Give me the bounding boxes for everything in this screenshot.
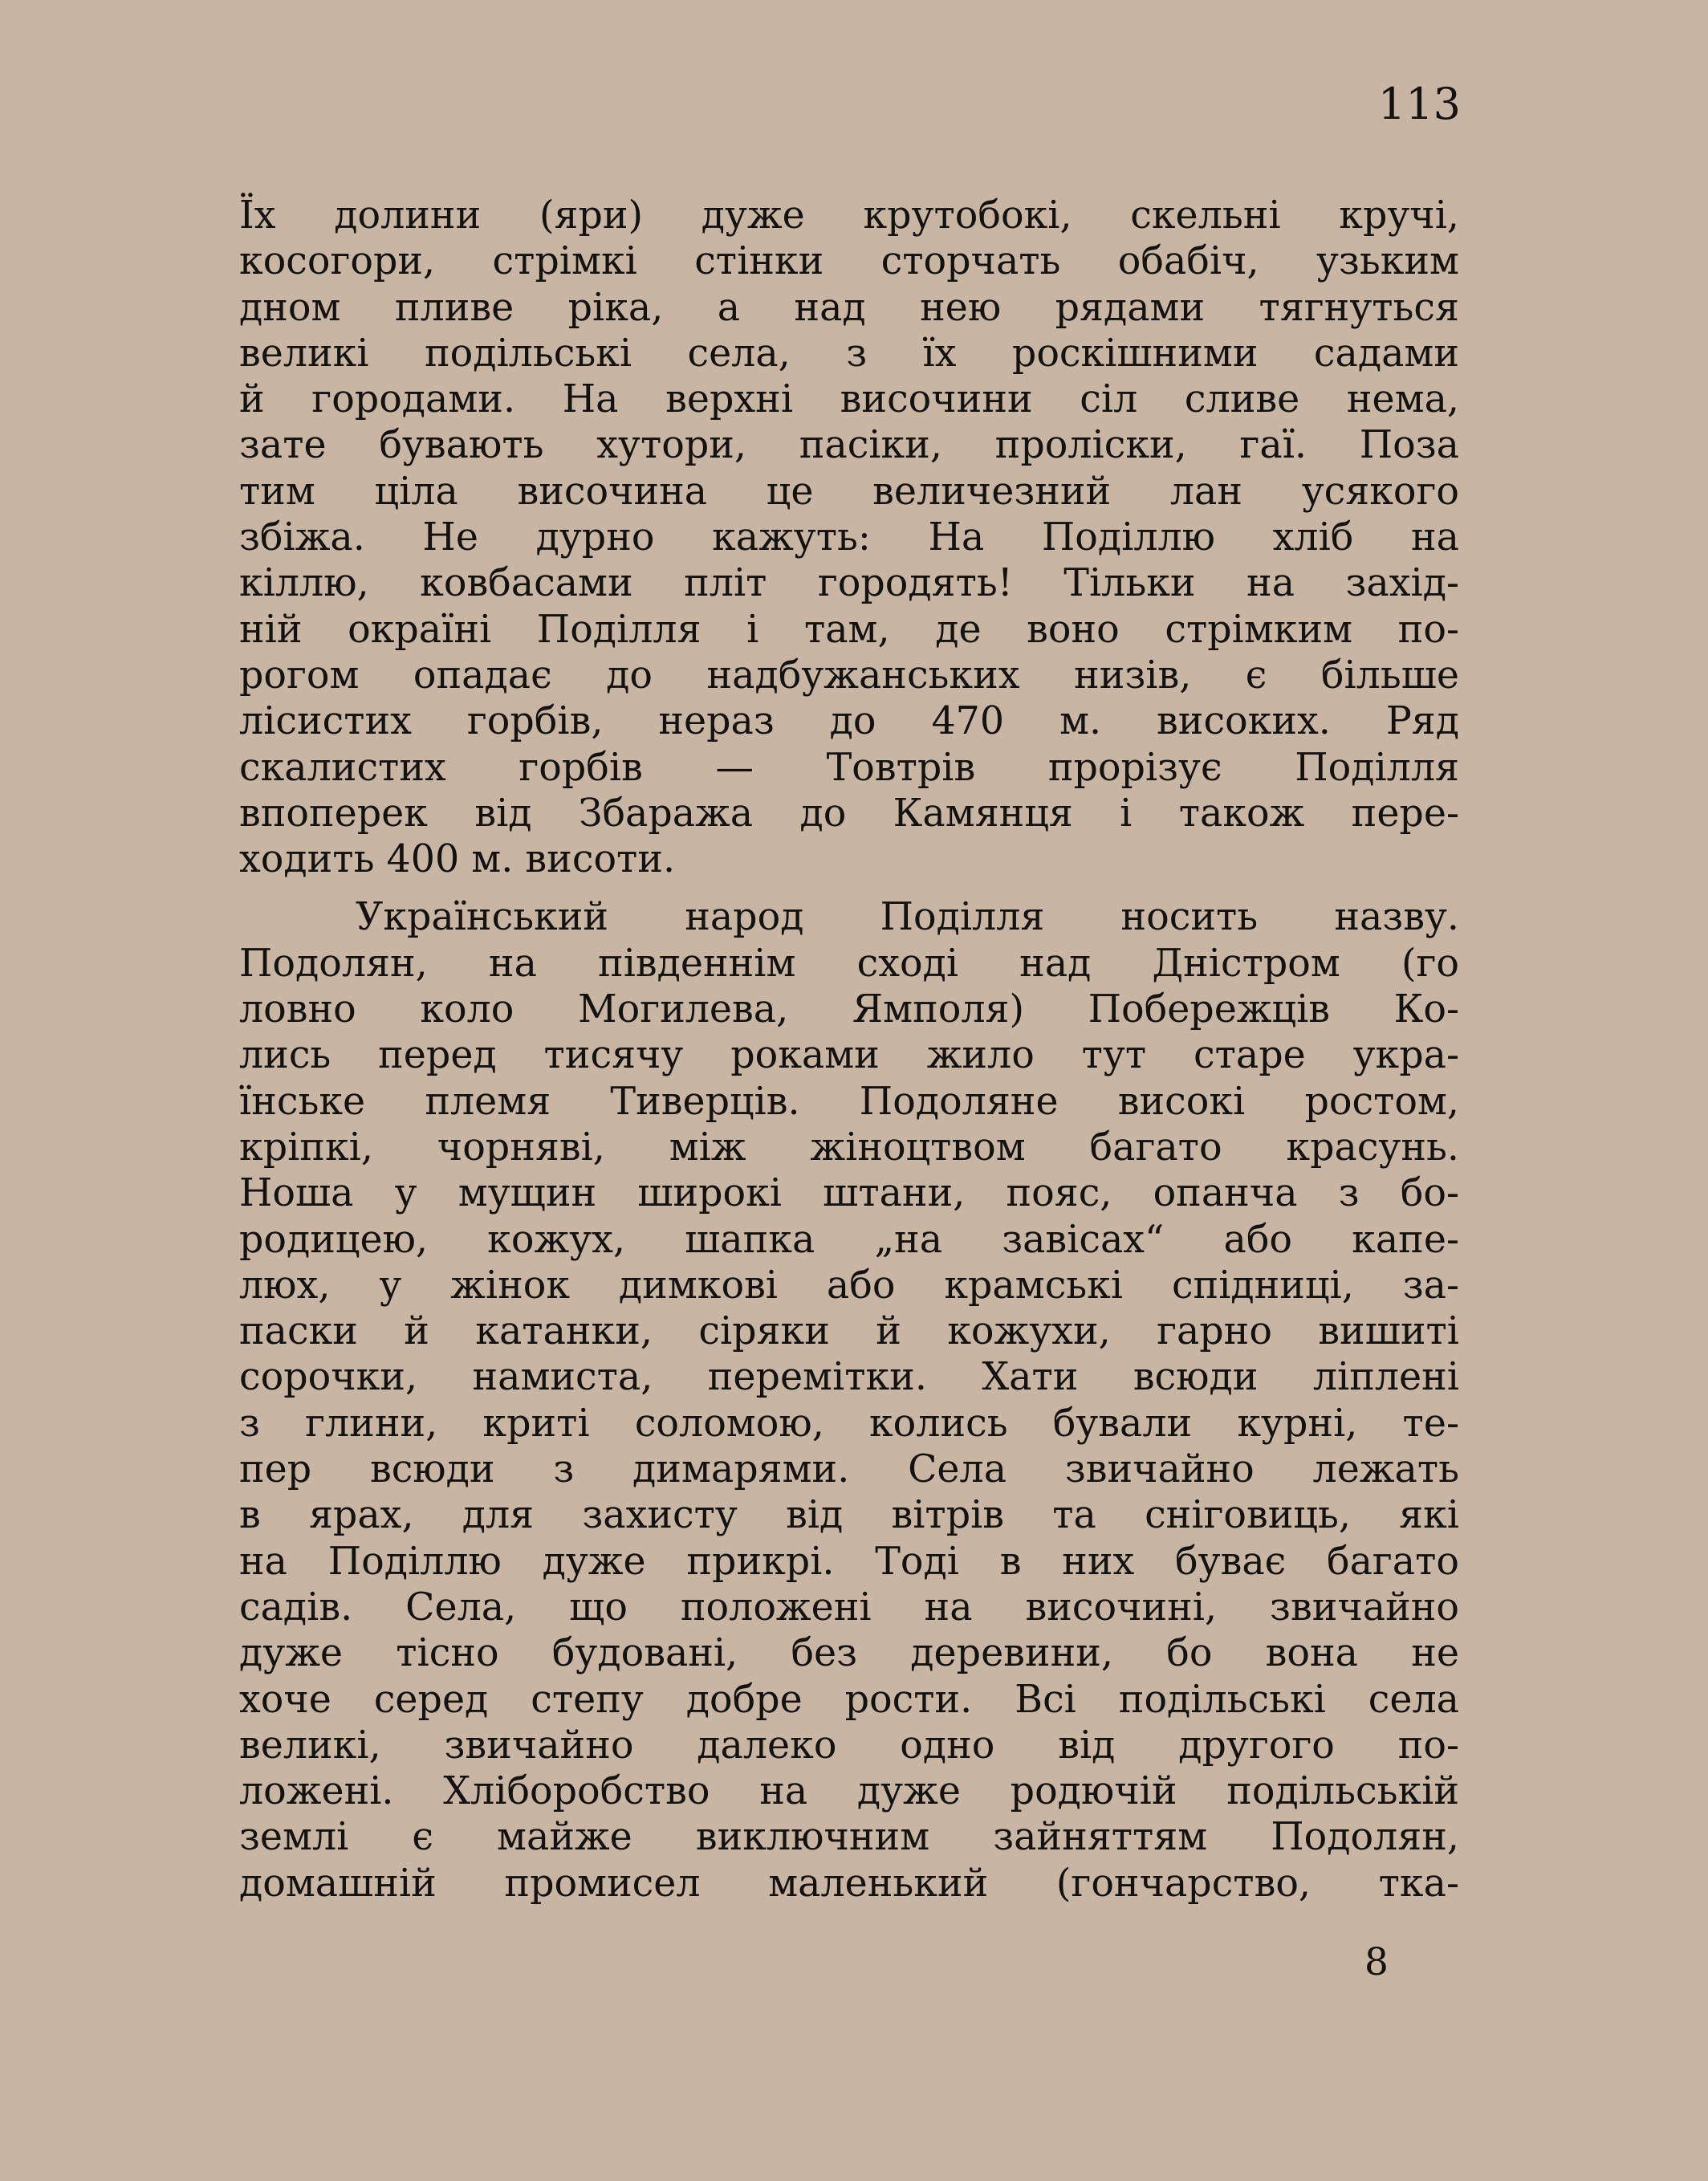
text-line: родицею, кожух, шапка „на завісах“ або капе- [239, 1217, 1459, 1262]
text-line: великі, звичайно далеко одно від другого по- [239, 1723, 1459, 1768]
paragraph-break [239, 882, 1459, 894]
text-line: Український народ Поділля носить назву. [356, 895, 1459, 940]
text-line: тим ціла височина це величезний лан усякого [239, 469, 1459, 514]
text-line: сорочки, намиста, перемітки. Хати всюди ліплені [239, 1355, 1459, 1400]
text-line: косогори, стрімкі стінки сторчать обабіч, узьким [239, 239, 1459, 284]
text-line: їнське племя Тиверців. Подоляне високі ростом, [239, 1079, 1459, 1124]
text-line: на Поділлю дуже прикрі. Тоді в них буває багато [239, 1539, 1459, 1584]
text-line: ходить 400 м. висоти. [239, 837, 676, 882]
paragraph [239, 193, 1459, 882]
text-line: рогом опадає до надбужанських низів, є більше [239, 653, 1459, 698]
text-line: ній окраїні Поділля і там, де воно стрімким по- [239, 607, 1459, 652]
text-line: Їх долини (яри) дуже крутобокі, скельні кручі, [239, 193, 1459, 238]
text-line: впоперек від Збаража до Камянця і також пере- [239, 791, 1459, 836]
text-line: ловно коло Могилева, Ямполя) Побережців Ко- [239, 987, 1459, 1032]
text-line: паски й катанки, сіряки й кожухи, гарно вишиті [239, 1309, 1459, 1354]
text-line: в ярах, для захисту від вітрів та сніговиць, які [239, 1493, 1459, 1538]
text-line: й городами. На верхні височини сіл сливе нема, [239, 377, 1459, 422]
text-line: зате бувають хутори, пасіки, проліски, гаї. Поза [239, 423, 1459, 468]
text-line: люх, у жінок димкові або крамські спідниці, за- [239, 1263, 1459, 1308]
text-line: дуже тісно будовані, без деревини, бо вона не [239, 1631, 1459, 1676]
text-line: великі подільські села, з їх роскішними садами [239, 331, 1459, 376]
text-line: з глини, криті соломою, колись бували курні, те- [239, 1401, 1459, 1446]
text-line: домашній промисел маленький (гончарство, тка- [239, 1861, 1459, 1906]
signature-mark: 8 [1364, 1940, 1389, 1984]
text-line: Подолян, на південнім сході над Дністром (го [239, 941, 1459, 986]
text-line: кріпкі, чорняві, між жіноцтвом багато красунь. [239, 1125, 1459, 1170]
text-line: скалистих горбів — Товтрів прорізує Поділля [239, 745, 1459, 790]
text-line: пер всюди з димарями. Села звичайно лежать [239, 1447, 1459, 1492]
text-line: ложені. Хліборобство на дуже родючій подільській [239, 1769, 1459, 1814]
text-line: збіжа. Не дурно кажуть: На Поділлю хліб на [239, 515, 1459, 560]
text-line: Ноша у мущин широкі штани, пояс, опанча з бо- [239, 1171, 1459, 1216]
text-body [239, 193, 1459, 1906]
text-line: кіллю, ковбасами пліт городять! Тільки на захід- [239, 561, 1459, 606]
paragraph [239, 894, 1459, 1906]
page-number: 113 [1377, 79, 1461, 129]
text-line: хоче серед степу добре рости. Всі подільські села [239, 1677, 1459, 1722]
text-line: лісистих горбів, нераз до 470 м. високих. Ряд [239, 699, 1459, 744]
text-line: лись перед тисячу роками жило тут старе укра- [239, 1033, 1459, 1078]
text-line: землі є майже виключним зайняттям Подолян, [239, 1815, 1459, 1860]
text-line: садів. Села, що положені на височині, звичайно [239, 1585, 1459, 1630]
text-line: дном пливе ріка, а над нею рядами тягнуться [239, 285, 1459, 330]
